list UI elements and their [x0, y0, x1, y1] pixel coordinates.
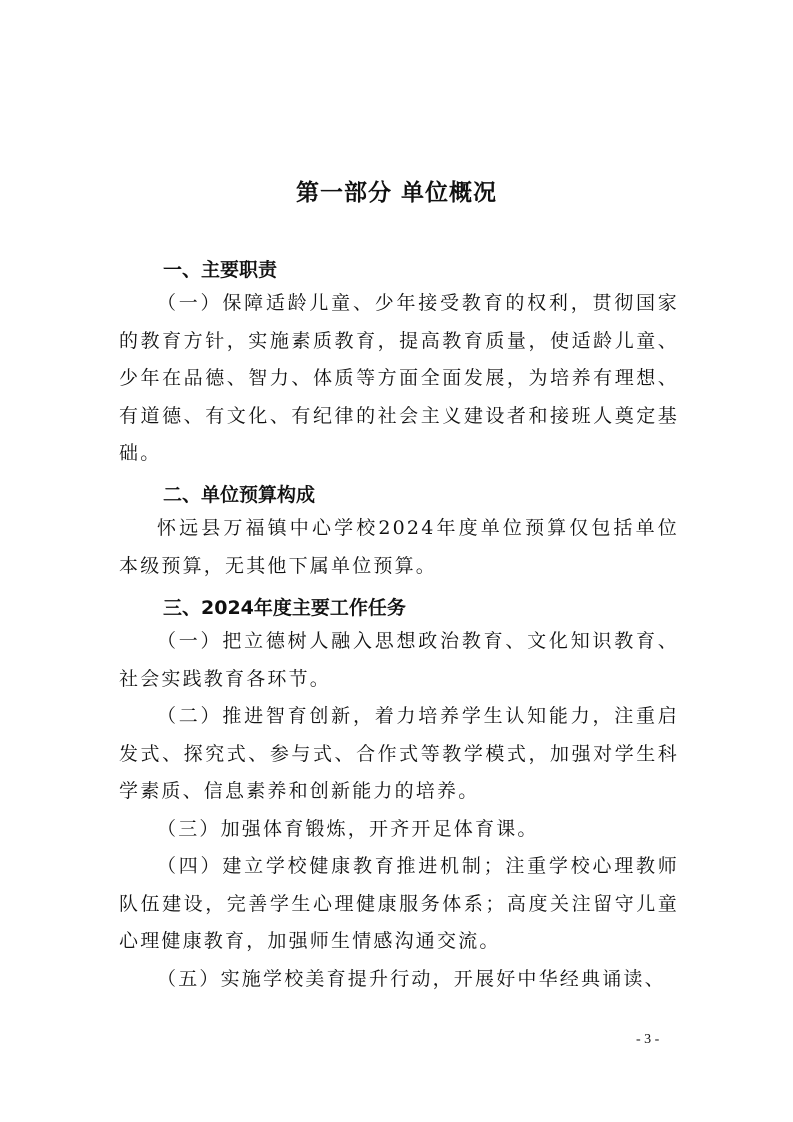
section-heading-budget-composition: 二、单位预算构成: [163, 484, 316, 506]
page-title: 第一部分 单位概况: [295, 180, 497, 206]
section-heading-duties: 一、主要职责: [163, 259, 278, 281]
paragraph-task-2: （二）推进智育创新，着力培养学生认知能力，注重启发式、探究式、参与式、合作式等教学模式，加强对学生科学素质、信息素养和创新能力的培养。: [119, 705, 679, 802]
paragraph-budget-composition: 怀远县万福镇中心学校2024年度单位预算仅包括单位本级预算，无其他下属单位预算。: [119, 517, 679, 577]
paragraph-task-5: （五）实施学校美育提升行动，开展好中华经典诵读、: [157, 968, 666, 990]
page-number: - 3 -: [636, 1032, 660, 1047]
section-heading-main-tasks: 三、2024年度主要工作任务: [163, 597, 406, 619]
paragraph-task-4: （四）建立学校健康教育推进机制；注重学校心理教师队伍建设，完善学生心理健康服务体系；高度关注留守儿童心理健康教育，加强师生情感沟通交流。: [119, 855, 679, 952]
paragraph-duties-1: （一）保障适龄儿童、少年接受教育的权利，贯彻国家的教育方针，实施素质教育，提高教育质量，使适龄儿童、少年在品德、智力、体质等方面全面发展，为培养有理想、有道德、有文化、有纪律的社会主义建设者和接班人奠定基础。: [119, 292, 679, 464]
paragraph-task-1: （一）把立德树人融入思想政治教育、文化知识教育、社会实践教育各环节。: [119, 630, 679, 690]
paragraph-task-3: （三）加强体育锻炼，开齐开足体育课。: [157, 818, 539, 840]
